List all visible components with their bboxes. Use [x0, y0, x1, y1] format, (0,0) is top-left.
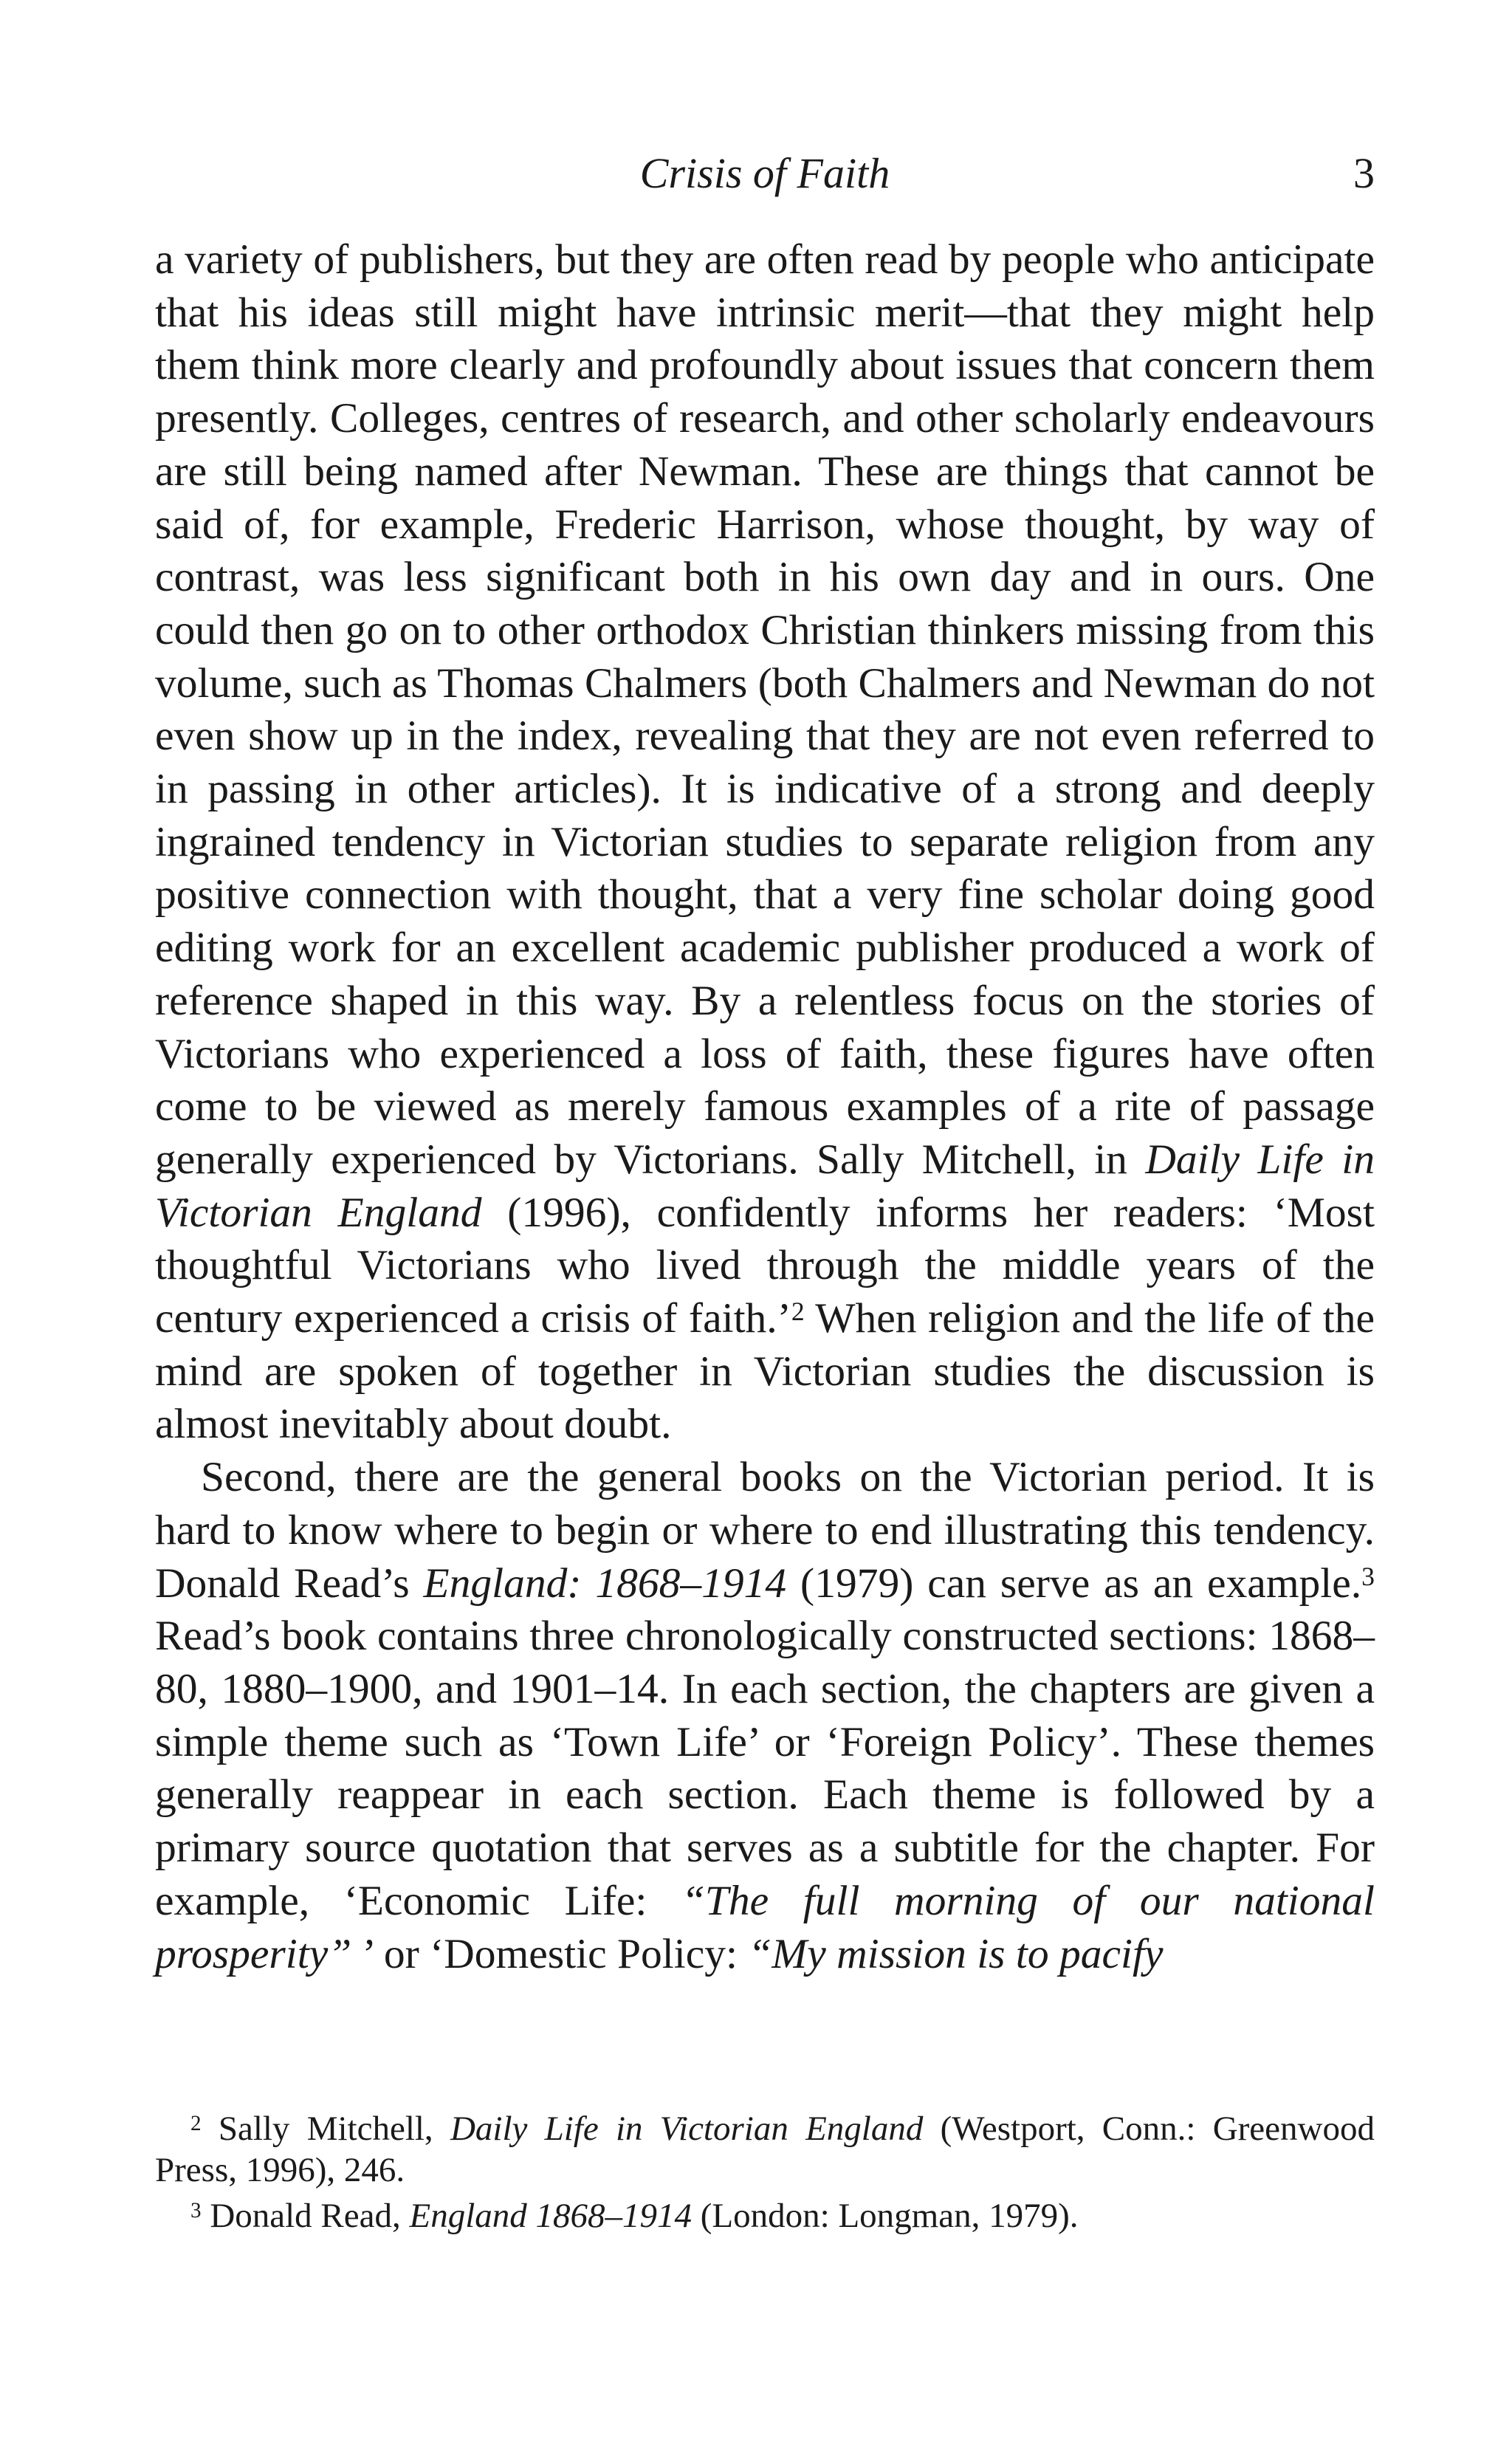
paragraph-1-text-a: a variety of publishers, but they are often read by people who anticipate that his ideas still might have intrinsic merit—that they might help them think more clearly and profoundly about issues that concern them presently. Colleges, centres of research, and other scholarly endeavours are still being named after Newman. These are things that cannot be said of, for example, Frederic Harrison, whose thought, by way of contrast, was less significant both in his own day and in ours. One could then go on to other orthodox Christian thinkers missing from this volume, such as Thomas Chalmers (both Chalmers and Newman do not even show up in the index, revealing that they are not even referred to in passing in other articles). It is indicative of a strong and deeply ingrained tendency in Victorian studies to separate religion from any positive connection with thought, that a very fine scholar doing good editing work for an excellent academic publisher produced a work of reference shaped in this way. By a relentless focus on the stories of Victorians who experienced a loss of faith, these figures have often come to be viewed as merely famous examples of a rite of passage generally experienced by Victorians. Sally Mitchell, in — [155, 236, 1375, 1183]
footnote-3-title: England 1868–1914 — [409, 2197, 693, 2235]
book-title-daily-life: Daily Life in Victorian England — [155, 1136, 1375, 1236]
paragraph-1 — [155, 233, 1375, 1451]
paragraph-2-text-c: Read’s book contains three chronologically constructed sections: 1868–80, 1880–1900, and 1901–14. In each section, the chapters are given a simple theme such as ‘Town Life’ or ‘Foreign Policy’. These themes generally reappear in each section. Each theme is followed by a primary source quotation that serves as a subtitle for the chapter. For example, ‘Economic Life: — [155, 1613, 1375, 1924]
page-number: 3 — [1353, 149, 1375, 197]
footnote-3-text-b: (London: Longman, 1979). — [692, 2197, 1079, 2235]
paragraph-2-text-d: ’ or ‘Domestic Policy: — [351, 1930, 749, 1977]
page-header — [155, 140, 1375, 207]
footnote-ref-2: 2 — [791, 1297, 805, 1327]
footnote-2-text-a: Sally Mitchell, — [201, 2110, 450, 2148]
footnote-3-mark: 3 — [190, 2198, 202, 2222]
paragraph-2-text-a: Second, there are the general books on the Victorian period. It is hard to know where to begin or where to end illustrating this tendency. Donald Read’s — [155, 1454, 1375, 1607]
paragraph-2 — [155, 1451, 1375, 1980]
footnotes — [155, 2108, 1375, 2237]
paragraph-1-text-c: When religion and the life of the mind are spoken of together in Victorian studies the discussion is almost inevitably about doubt. — [155, 1295, 1375, 1448]
paragraph-1-text-b: (1996), confidently informs her readers: ‘Most thoughtful Victorians who lived through the middle years of the century experienced a crisis of faith.’ — [155, 1189, 1375, 1342]
running-title: Crisis of Faith — [639, 149, 890, 197]
footnote-2-text-b: (Westport, Conn.: Greenwood Press, 1996), 246. — [155, 2110, 1375, 2189]
footnote-3 — [155, 2195, 1375, 2237]
footnote-3-text-a: Donald Read, — [201, 2197, 410, 2235]
quote-economic-life: “The full morning of our national prosperity” — [155, 1877, 1375, 1977]
footnote-2 — [155, 2108, 1375, 2191]
paragraph-2-text-b: (1979) can serve as an example. — [786, 1559, 1362, 1607]
book-title-england: England: 1868–1914 — [423, 1559, 787, 1607]
footnote-2-title: Daily Life in Victorian England — [450, 2110, 924, 2148]
quote-domestic-policy: “My mission is to pacify — [748, 1930, 1164, 1977]
footnote-2-mark: 2 — [190, 2111, 202, 2135]
body-text — [155, 233, 1375, 1980]
footnote-ref-3: 3 — [1361, 1561, 1375, 1591]
